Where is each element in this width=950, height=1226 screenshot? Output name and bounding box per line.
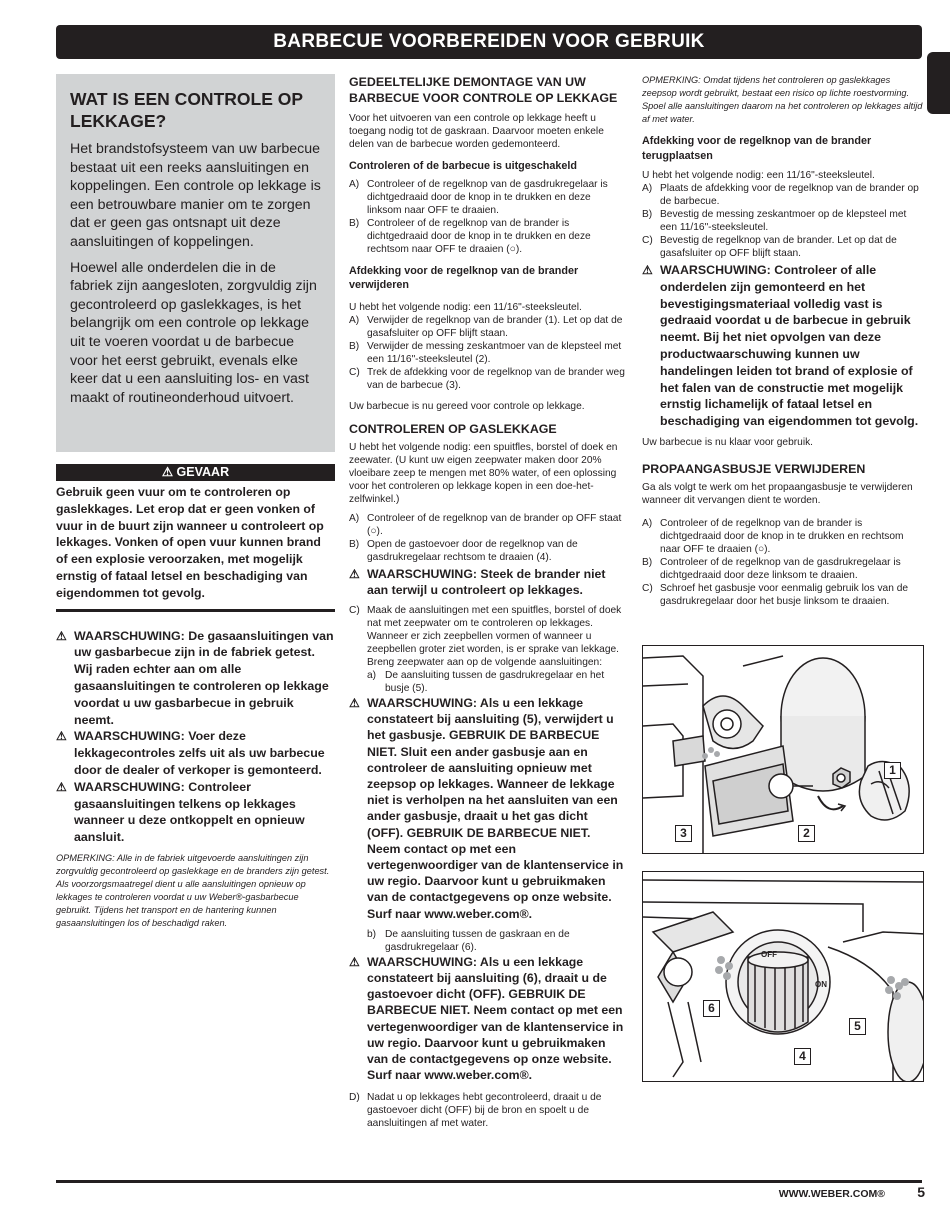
callout-number: 2 <box>798 825 815 842</box>
list-text: De aansluiting tussen de gasdrukregelaar en het busje (5). <box>385 669 605 694</box>
warning <box>56 728 335 778</box>
body-text: U hebt het volgende nodig: een 11/16"-steeksleutel. <box>349 301 582 313</box>
right-column <box>642 74 926 608</box>
list-text: Controleer of de regelknop van de brander is dichtgedraaid door de knop in te drukken en deze rechtsom naar OFF te draaien (○). <box>367 217 591 255</box>
body-text: Uw barbecue is nu gereed voor controle op lekkage. <box>349 400 585 412</box>
list-text: Bevestig de regelknop van de brander. Let op dat de gasafsluiter op OFF blijft staan. <box>660 235 897 259</box>
list-text: Trek de afdekking voor de regelknop van de brander weg van de barbecue (3). <box>367 366 625 391</box>
list-item <box>349 538 627 564</box>
list-key: A) <box>349 512 360 524</box>
warning-text: WAARSCHUWING: Als u een lekkage constateert bij aansluiting (5), verwijdert u het gasbusje. GEBRUIK DE BARBECUE NIET. Sluit een ander gasbusje aan en controleer de aansluiting opnieuw met zeepsop op lekkages. Wanneer de lekkage niet is verholpen na het aansluiten van een ander gasbusje, draait u het gas dicht (OFF). GEBRUIK DE BARBECUE NIET. Neem contact op met een vertegenwoordiger van de klantenservice in uw regio. Daarvoor kunt u gebruikmaken van de contactgegevens op onze website. Surf naar www.weber.com®. <box>367 695 624 921</box>
list-item <box>349 928 627 954</box>
list-key: b) <box>367 928 377 940</box>
sub-heading: Afdekking voor de regelknop van de brander verwijderen <box>349 264 579 291</box>
list-text: Maak de aansluitingen met een spuitfles, borstel of doek nat met zeepwater om te controleren op lekkages. Wanneer er zich zeepbellen vormen of wanneer u zeepbellen groter ziet worden, is er sprake van lekkage. Breng zeepwater aan op de volgende aansluitingen: <box>367 604 622 668</box>
list-item <box>349 314 627 340</box>
callout-number: 4 <box>794 1048 811 1065</box>
warning <box>349 695 627 922</box>
section-tab-marker <box>927 52 950 114</box>
list-text: Controleer of de regelknop van de gasdrukregelaar is dichtgedraaid door deze linksom te draaien. <box>660 556 901 581</box>
danger-label: ⚠ GEVAAR <box>56 464 335 481</box>
sub-heading: Afdekking voor de regelknop van de brander terugplaatsen <box>642 135 872 162</box>
list-key: A) <box>642 183 653 194</box>
list-key: A) <box>349 314 360 326</box>
section-heading: CONTROLEREN OP GASLEKKAGE <box>349 421 557 436</box>
warning-icon: ⚠ <box>349 566 360 581</box>
list-item <box>642 182 926 208</box>
list-text: Controleer of de regelknop van de gasdrukregelaar is dichtgedraaid door de knop in te drukken en deze linksom naar OFF te draaien. <box>367 178 608 216</box>
warning <box>349 954 627 1084</box>
intro-box <box>56 74 335 452</box>
list-key: B) <box>349 538 360 550</box>
warning-text: WAARSCHUWING: Controleer of alle onderdelen zijn gemonteerd en het bevestigingsmateriaal volledig vast is gedraaid voordat u de barbecue in gebruik neemt. Bij het niet opvolgen van deze productwaarschuwing kunnen uw handelingen leiden tot brand of explosie of het falen van de constructie met mogelijk ernstig lichamelijk of fataal letsel en beschadiging van eigendommen tot gevolg. <box>660 263 919 429</box>
list-key: C) <box>349 366 360 378</box>
figure-knob-removal <box>642 645 924 854</box>
off-dial-label: OFF <box>761 950 777 959</box>
list-item <box>642 517 926 556</box>
warning <box>349 566 627 598</box>
factory-note: OPMERKING: Alle in de fabriek uitgevoerde aansluitingen zijn zorgvuldig gecontroleerd op gaslekkage en de branders zijn getest. Als voorzorgsmaatregel dient u alle aansluitingen opnieuw op lekkages te controleren voordat u uw Weber®-gasbarbecue gebruikt. Tijdens het transport en de hantering kunnen gasaansluitingen los of beschadigd raken. <box>56 852 330 928</box>
list-text: Verwijder de regelknop van de brander (1). Let op dat de gasafsluiter op OFF blijft staan. <box>367 314 623 339</box>
figure-regulator-leak-check <box>642 871 924 1082</box>
list-key: B) <box>349 217 360 229</box>
warning-icon: ⚠ <box>56 729 67 744</box>
left-column <box>56 74 335 930</box>
warning-icon: ⚠ <box>56 779 67 794</box>
footer-website: WWW.WEBER.COM® <box>778 1188 885 1200</box>
warning-text: WAARSCHUWING: De gasaansluitingen van uw gasbarbecue zijn in de fabriek getest. Wij raden echter aan om alle gasaansluitingen te controleren op lekkage voordat u uw gasbarbecue in gebruik neemt. <box>74 628 334 727</box>
list-item <box>349 178 627 217</box>
section-heading: PROPAANGASBUSJE VERWIJDEREN <box>642 461 866 476</box>
list-text: Plaats de afdekking voor de regelknop van de brander op de barbecue. <box>660 183 919 207</box>
warning <box>56 628 335 729</box>
list-key: A) <box>349 178 360 190</box>
list-key: B) <box>642 209 653 220</box>
callout-number: 1 <box>884 762 901 779</box>
page-title-banner: BARBECUE VOORBEREIDEN VOOR GEBRUIK <box>56 25 922 59</box>
body-text: U hebt het volgende nodig: een 11/16"-steeksleutel. <box>642 170 875 181</box>
list-text: Controleer of de regelknop van de brander is dichtgedraaid door de knop in te drukken en rechtsom naar OFF te draaien (○). <box>660 517 904 555</box>
footer-rule <box>56 1180 922 1183</box>
on-dial-label: ON <box>815 980 827 989</box>
callout-number: 3 <box>675 825 692 842</box>
list-item <box>642 582 926 608</box>
body-text: Ga als volgt te werk om het propaangasbusje te verwijderen wanneer dit vervangen dient te worden. <box>642 481 913 506</box>
list-item <box>349 669 627 695</box>
list-item <box>349 604 627 669</box>
intro-paragraph: Hoewel alle onderdelen die in de fabriek zijn aangesloten, zorgvuldig zijn gecontroleerd op gaslekkages, is het belangrijk om een controle op lekkage uit te voeren voordat u de barbecue voor het eerst gebruikt, evenals elke keer dat u een aansluiting los- en vast maakt of routineonderhoud uitvoert. <box>70 259 317 406</box>
callout-number: 6 <box>703 1000 720 1017</box>
warning <box>642 262 926 430</box>
body-text: Uw barbecue is nu klaar voor gebruik. <box>642 436 814 448</box>
warning-icon: ⚠ <box>56 628 67 643</box>
warning <box>56 779 335 846</box>
warning-text: WAARSCHUWING: Als u een lekkage constateert bij aansluiting (6), draait u de gastoevoer dicht (OFF). GEBRUIK DE BARBECUE NIET. Neem contact op met een vertegenwoordiger van de klantenservice in uw regio. Daarvoor kunt u gebruikmaken van de contactgegevens op onze website. Surf naar www.weber.com®. <box>367 954 624 1083</box>
body-text: U hebt het volgende nodig: een spuitfles, borstel of doek en zeewater. (U kunt uw eigen zeepwater maken door 20% vloeibare zeep te mengen met 80% water, of een oplossing voor het controleren op lekkage kopen in een doe-het-zelfwinkel.) <box>349 441 618 505</box>
list-item <box>349 512 627 538</box>
list-item <box>349 340 627 366</box>
page-number: 5 <box>917 1184 925 1200</box>
list-key: B) <box>642 556 653 568</box>
list-item <box>349 1091 627 1130</box>
warning-text: WAARSCHUWING: Voer deze lekkagecontroles zelfs uit als uw barbecue door de dealer of verkoper is gemonteerd. <box>74 729 325 777</box>
sub-heading: Controleren of de barbecue is uitgeschakeld <box>349 160 577 172</box>
list-key: A) <box>642 517 653 529</box>
list-text: Verwijder de messing zeskantmoer van de klepsteel met een 11/16"-steeksleutel (2). <box>367 340 622 365</box>
middle-column <box>349 74 627 1130</box>
warning-icon: ⚠ <box>349 954 360 969</box>
intro-paragraph: Het brandstofsysteem van uw barbecue bestaat uit een reeks aansluitingen en koppelingen. Een controle op lekkage is een betrouwbare manier om te zorgen dat er geen gas ontsnapt uit deze aansluitingen of koppelingen. <box>70 141 321 250</box>
list-item <box>349 366 627 392</box>
list-text: Bevestig de messing zeskantmoer op de klepsteel met een 11/16"-steeksleutel. <box>660 209 907 233</box>
danger-text: Gebruik geen vuur om te controleren op gaslekkages. Let erop dat er geen vonken of vuur in de buurt zijn wanneer u controleert op lekkages. Vonken of open vuur kunnen brand of een explosie veroorzaken, met mogelijk ernstig of fataal letsel en beschadiging van eigendommen tot gevolg. <box>56 481 335 612</box>
warning-text: WAARSCHUWING: Steek de brander niet aan terwijl u controleert op lekkages. <box>367 566 606 597</box>
body-text: Voor het uitvoeren van een controle op lekkage heeft u toegang nodig tot de gaskraan. Daarvoor moeten enkele delen van de barbecue worden gedemonteerd. <box>349 113 604 150</box>
list-item <box>349 217 627 256</box>
warning-icon: ⚠ <box>349 695 360 710</box>
section-heading: GEDEELTELIJKE DEMONTAGE VAN UW BARBECUE VOOR CONTROLE OP LEKKAGE <box>349 75 618 105</box>
regulator-illustration <box>643 872 924 1082</box>
list-text: Open de gastoevoer door de regelknop van de gasdrukregelaar rechtsom te draaien (4). <box>367 538 578 563</box>
list-item <box>642 234 926 260</box>
knob-removal-illustration <box>643 646 924 854</box>
rust-note: OPMERKING: Omdat tijdens het controleren op gaslekkages zeepsop wordt gebruikt, bestaat een risico op lichte roestvorming. Spoel alle aansluitingen daarom na het controleren op lekkages altijd af met water. <box>642 75 923 124</box>
list-key: B) <box>349 340 360 352</box>
warning-text: WAARSCHUWING: Controleer gasaansluitingen telkens op lekkages wanneer u deze ontkoppelt en opnieuw aansluit. <box>74 779 305 845</box>
callout-number: 5 <box>849 1018 866 1035</box>
warning-icon: ⚠ <box>642 263 653 277</box>
list-item <box>642 208 926 234</box>
intro-title: WAT IS EEN CONTROLE OP LEKKAGE? <box>70 89 303 131</box>
list-key: C) <box>642 582 653 594</box>
list-key: C) <box>349 604 360 616</box>
list-key: a) <box>367 669 377 681</box>
list-text: Schroef het gasbusje voor eenmalig gebruik los van de gasdrukregelaar door het busje linksom te draaien. <box>660 582 909 607</box>
list-text: Controleer of de regelknop van de brander op OFF staat (○). <box>367 512 622 537</box>
list-key: D) <box>349 1092 360 1104</box>
list-item <box>642 556 926 582</box>
list-text: De aansluiting tussen de gaskraan en de gasdrukregelaar (6). <box>385 928 570 953</box>
list-key: C) <box>642 235 653 246</box>
list-text: Nadat u op lekkages hebt gecontroleerd, draait u de gastoevoer dicht (OFF) bij de bron en spoelt u de aansluitingen af met water. <box>367 1092 602 1130</box>
